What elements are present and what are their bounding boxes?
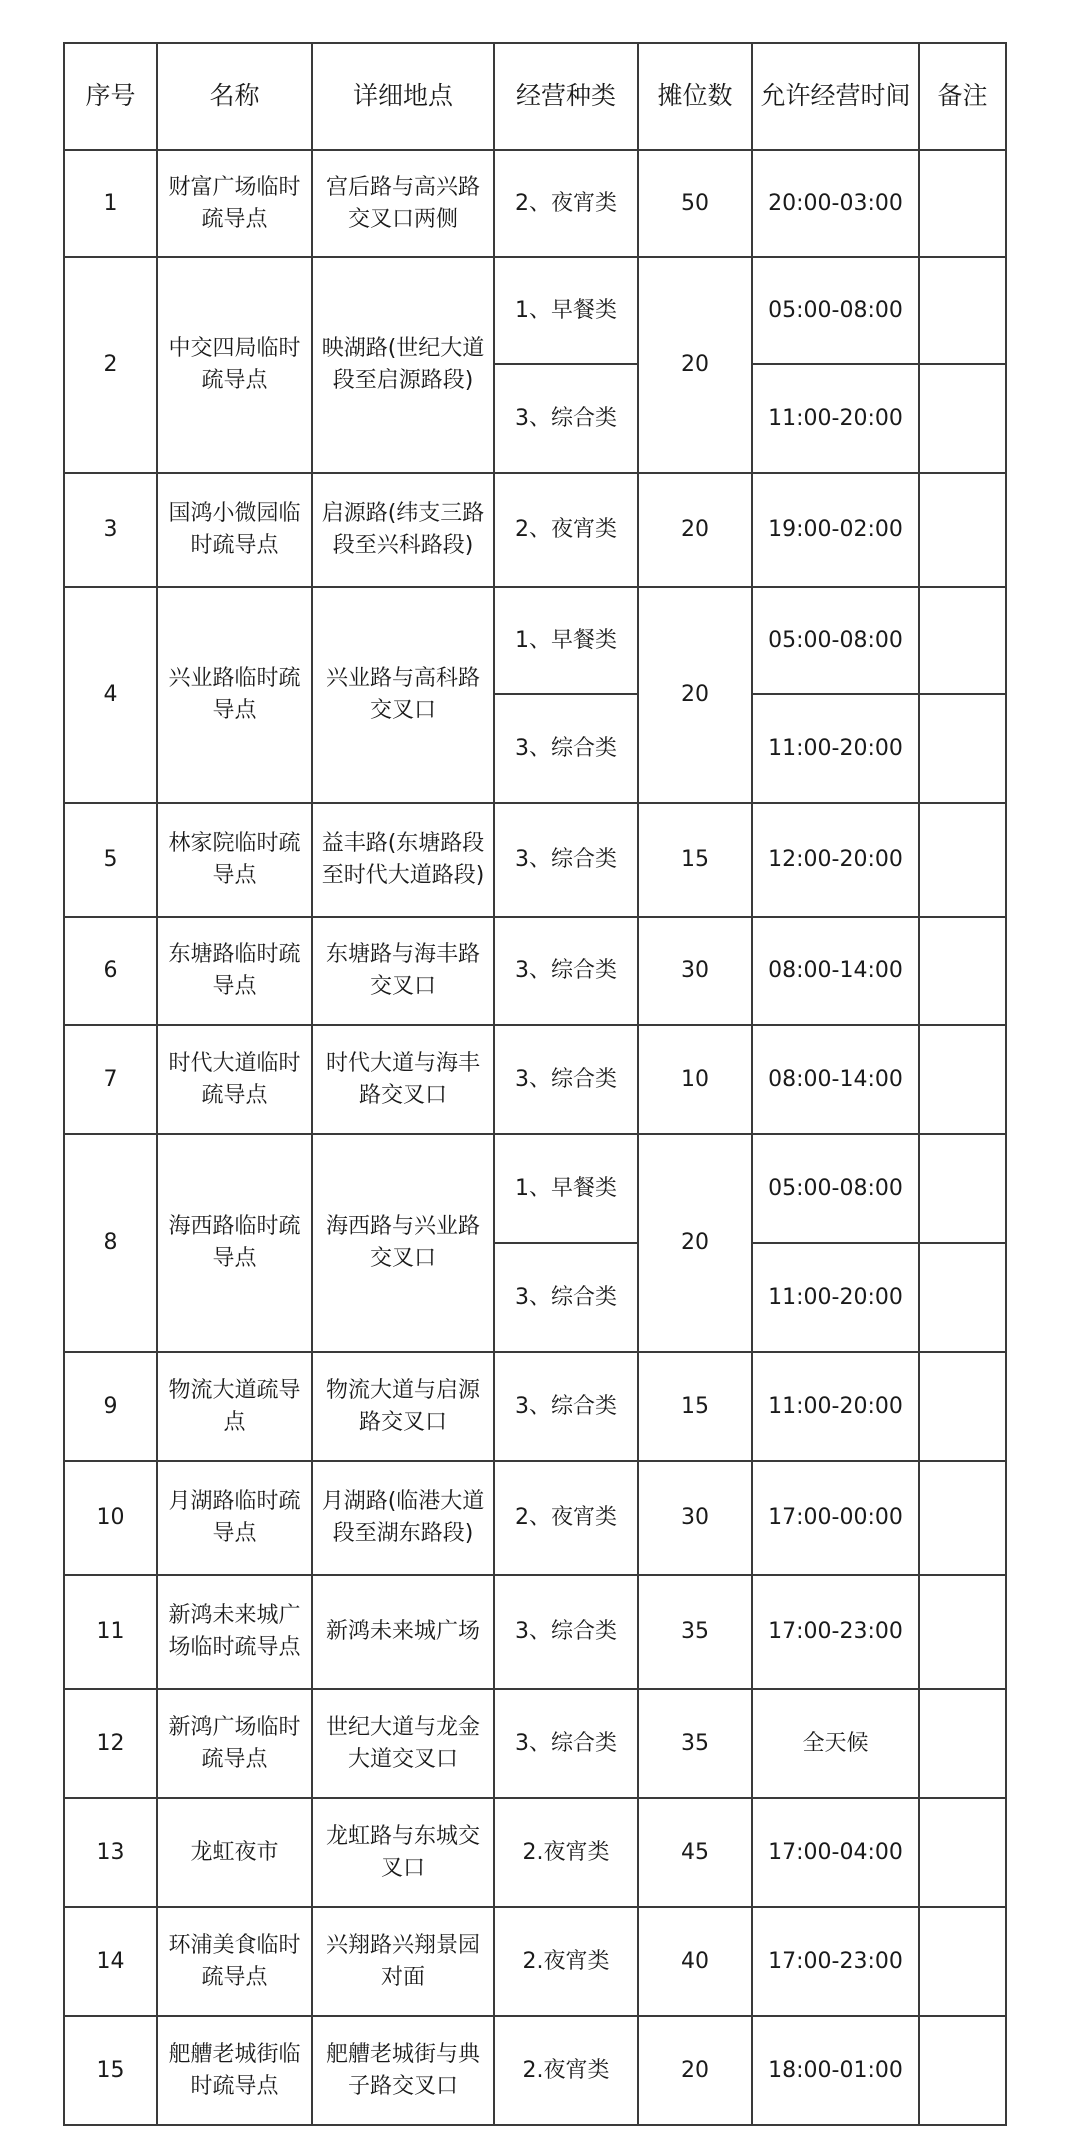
cell-business-type: 2.夜宵类 bbox=[494, 1907, 638, 2016]
cell-location: 兴业路与高科路交叉口 bbox=[312, 587, 494, 803]
cell-operating-hours: 05:00-08:00 bbox=[752, 1134, 919, 1243]
cell-location: 龙虹路与东城交叉口 bbox=[312, 1798, 494, 1907]
table-row bbox=[64, 917, 1006, 1025]
cell-business-type: 2、夜宵类 bbox=[494, 150, 638, 257]
cell-remarks bbox=[919, 1798, 1006, 1907]
cell-operating-hours: 17:00-04:00 bbox=[752, 1798, 919, 1907]
cell-name: 物流大道疏导点 bbox=[157, 1352, 312, 1461]
header-location: 详细地点 bbox=[312, 43, 494, 150]
cell-operating-hours: 08:00-14:00 bbox=[752, 1025, 919, 1134]
cell-no: 8 bbox=[64, 1134, 157, 1352]
cell-no: 12 bbox=[64, 1689, 157, 1798]
cell-remarks bbox=[919, 1575, 1006, 1689]
table-row bbox=[64, 1352, 1006, 1461]
cell-remarks bbox=[919, 473, 1006, 587]
cell-stall-count: 15 bbox=[638, 803, 752, 917]
table-row bbox=[64, 1575, 1006, 1689]
header-operating-hours: 允许经营时间 bbox=[752, 43, 919, 150]
cell-business-type: 3、综合类 bbox=[494, 364, 638, 473]
cell-location: 新鸿未来城广场 bbox=[312, 1575, 494, 1689]
table-row bbox=[64, 1907, 1006, 2016]
cell-location: 益丰路(东塘路段至时代大道路段) bbox=[312, 803, 494, 917]
cell-location: 启源路(纬支三路段至兴科路段) bbox=[312, 473, 494, 587]
cell-name: 时代大道临时疏导点 bbox=[157, 1025, 312, 1134]
table-row bbox=[64, 150, 1006, 257]
cell-name: 环浦美食临时疏导点 bbox=[157, 1907, 312, 2016]
cell-remarks bbox=[919, 1907, 1006, 2016]
cell-business-type: 3、综合类 bbox=[494, 1243, 638, 1352]
cell-name: 国鸿小微园临时疏导点 bbox=[157, 473, 312, 587]
cell-business-type: 3、综合类 bbox=[494, 1352, 638, 1461]
cell-name: 新鸿广场临时疏导点 bbox=[157, 1689, 312, 1798]
cell-business-type: 3、综合类 bbox=[494, 1025, 638, 1134]
vendor-site-table bbox=[63, 42, 1007, 2126]
cell-stall-count: 50 bbox=[638, 150, 752, 257]
cell-business-type: 2.夜宵类 bbox=[494, 2016, 638, 2125]
cell-name: 兴业路临时疏导点 bbox=[157, 587, 312, 803]
table-row bbox=[64, 1689, 1006, 1798]
cell-location: 舥艚老城街与典子路交叉口 bbox=[312, 2016, 494, 2125]
cell-stall-count: 30 bbox=[638, 1461, 752, 1575]
cell-business-type: 3、综合类 bbox=[494, 694, 638, 803]
cell-name: 林家院临时疏导点 bbox=[157, 803, 312, 917]
table-row bbox=[64, 473, 1006, 587]
cell-name: 龙虹夜市 bbox=[157, 1798, 312, 1907]
cell-stall-count: 15 bbox=[638, 1352, 752, 1461]
cell-operating-hours: 17:00-00:00 bbox=[752, 1461, 919, 1575]
header-stall-count: 摊位数 bbox=[638, 43, 752, 150]
cell-operating-hours: 18:00-01:00 bbox=[752, 2016, 919, 2125]
cell-name: 海西路临时疏导点 bbox=[157, 1134, 312, 1352]
cell-no: 11 bbox=[64, 1575, 157, 1689]
table-row bbox=[64, 2016, 1006, 2125]
cell-stall-count: 30 bbox=[638, 917, 752, 1025]
cell-business-type: 2、夜宵类 bbox=[494, 1461, 638, 1575]
cell-remarks bbox=[919, 587, 1006, 694]
table-row bbox=[64, 1798, 1006, 1907]
cell-no: 15 bbox=[64, 2016, 157, 2125]
header-name: 名称 bbox=[157, 43, 312, 150]
cell-stall-count: 20 bbox=[638, 473, 752, 587]
cell-remarks bbox=[919, 1461, 1006, 1575]
cell-name: 新鸿未来城广场临时疏导点 bbox=[157, 1575, 312, 1689]
cell-remarks bbox=[919, 1352, 1006, 1461]
cell-remarks bbox=[919, 1689, 1006, 1798]
cell-stall-count: 40 bbox=[638, 1907, 752, 2016]
cell-remarks bbox=[919, 364, 1006, 473]
header-business-type: 经营种类 bbox=[494, 43, 638, 150]
cell-location: 兴翔路兴翔景园对面 bbox=[312, 1907, 494, 2016]
cell-name: 月湖路临时疏导点 bbox=[157, 1461, 312, 1575]
cell-operating-hours: 11:00-20:00 bbox=[752, 694, 919, 803]
cell-operating-hours: 11:00-20:00 bbox=[752, 1243, 919, 1352]
cell-stall-count: 20 bbox=[638, 2016, 752, 2125]
cell-name: 舥艚老城街临时疏导点 bbox=[157, 2016, 312, 2125]
cell-no: 9 bbox=[64, 1352, 157, 1461]
cell-no: 6 bbox=[64, 917, 157, 1025]
cell-location: 世纪大道与龙金大道交叉口 bbox=[312, 1689, 494, 1798]
cell-location: 映湖路(世纪大道段至启源路段) bbox=[312, 257, 494, 473]
cell-stall-count: 10 bbox=[638, 1025, 752, 1134]
cell-operating-hours: 11:00-20:00 bbox=[752, 364, 919, 473]
cell-stall-count: 35 bbox=[638, 1575, 752, 1689]
cell-stall-count: 20 bbox=[638, 587, 752, 803]
cell-remarks bbox=[919, 2016, 1006, 2125]
cell-business-type: 3、综合类 bbox=[494, 803, 638, 917]
cell-no: 3 bbox=[64, 473, 157, 587]
cell-no: 5 bbox=[64, 803, 157, 917]
cell-remarks bbox=[919, 150, 1006, 257]
cell-remarks bbox=[919, 694, 1006, 803]
cell-business-type: 3、综合类 bbox=[494, 1575, 638, 1689]
cell-name: 财富广场临时疏导点 bbox=[157, 150, 312, 257]
cell-business-type: 1、早餐类 bbox=[494, 257, 638, 364]
cell-remarks bbox=[919, 1243, 1006, 1352]
cell-operating-hours: 17:00-23:00 bbox=[752, 1907, 919, 2016]
cell-location: 东塘路与海丰路交叉口 bbox=[312, 917, 494, 1025]
header-remarks: 备注 bbox=[919, 43, 1006, 150]
cell-name: 中交四局临时疏导点 bbox=[157, 257, 312, 473]
table-row bbox=[64, 1134, 1006, 1243]
cell-operating-hours: 全天候 bbox=[752, 1689, 919, 1798]
table-header-row bbox=[64, 43, 1006, 150]
cell-stall-count: 20 bbox=[638, 1134, 752, 1352]
cell-business-type: 3、综合类 bbox=[494, 917, 638, 1025]
cell-location: 海西路与兴业路交叉口 bbox=[312, 1134, 494, 1352]
table-row bbox=[64, 257, 1006, 364]
cell-location: 物流大道与启源路交叉口 bbox=[312, 1352, 494, 1461]
cell-business-type: 3、综合类 bbox=[494, 1689, 638, 1798]
table-row bbox=[64, 803, 1006, 917]
cell-operating-hours: 19:00-02:00 bbox=[752, 473, 919, 587]
table-row bbox=[64, 1461, 1006, 1575]
cell-remarks bbox=[919, 803, 1006, 917]
cell-stall-count: 45 bbox=[638, 1798, 752, 1907]
cell-stall-count: 35 bbox=[638, 1689, 752, 1798]
cell-no: 7 bbox=[64, 1025, 157, 1134]
cell-no: 10 bbox=[64, 1461, 157, 1575]
cell-location: 月湖路(临港大道段至湖东路段) bbox=[312, 1461, 494, 1575]
cell-remarks bbox=[919, 257, 1006, 364]
cell-operating-hours: 11:00-20:00 bbox=[752, 1352, 919, 1461]
cell-no: 2 bbox=[64, 257, 157, 473]
table-row bbox=[64, 587, 1006, 694]
cell-remarks bbox=[919, 917, 1006, 1025]
cell-no: 1 bbox=[64, 150, 157, 257]
cell-operating-hours: 20:00-03:00 bbox=[752, 150, 919, 257]
cell-stall-count: 20 bbox=[638, 257, 752, 473]
cell-business-type: 2、夜宵类 bbox=[494, 473, 638, 587]
cell-business-type: 2.夜宵类 bbox=[494, 1798, 638, 1907]
cell-operating-hours: 12:00-20:00 bbox=[752, 803, 919, 917]
cell-operating-hours: 05:00-08:00 bbox=[752, 257, 919, 364]
cell-no: 4 bbox=[64, 587, 157, 803]
cell-business-type: 1、早餐类 bbox=[494, 1134, 638, 1243]
cell-name: 东塘路临时疏导点 bbox=[157, 917, 312, 1025]
table-row bbox=[64, 1025, 1006, 1134]
cell-business-type: 1、早餐类 bbox=[494, 587, 638, 694]
cell-operating-hours: 17:00-23:00 bbox=[752, 1575, 919, 1689]
cell-operating-hours: 08:00-14:00 bbox=[752, 917, 919, 1025]
header-no: 序号 bbox=[64, 43, 157, 150]
cell-no: 14 bbox=[64, 1907, 157, 2016]
cell-location: 宫后路与高兴路交叉口两侧 bbox=[312, 150, 494, 257]
cell-location: 时代大道与海丰路交叉口 bbox=[312, 1025, 494, 1134]
cell-operating-hours: 05:00-08:00 bbox=[752, 587, 919, 694]
cell-remarks bbox=[919, 1134, 1006, 1243]
cell-no: 13 bbox=[64, 1798, 157, 1907]
cell-remarks bbox=[919, 1025, 1006, 1134]
